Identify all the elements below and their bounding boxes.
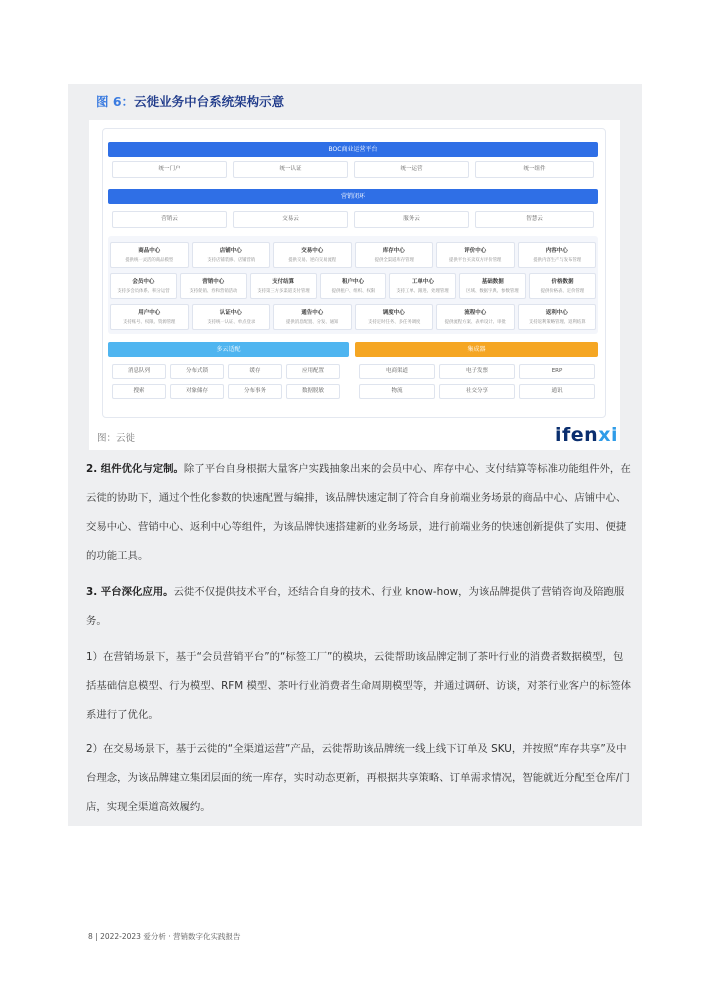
- top-row-cell: 统一认证: [233, 161, 348, 178]
- paragraph-component-optimization: [86, 455, 631, 571]
- center-card: [389, 273, 456, 299]
- page-footer: 8 | 2022-2023 爱分析 · 营销数字化实践报告: [88, 932, 241, 941]
- figure-caption: 图：云徙: [97, 433, 136, 444]
- center-desc: 支持账号、权限、资源管理: [123, 320, 176, 325]
- multi-cloud-cell: 消息队列: [112, 364, 166, 379]
- center-name: 认证中心: [219, 310, 242, 316]
- top-row-cell: 统一组件: [475, 161, 594, 178]
- integrator-cell: 电子发票: [439, 364, 515, 379]
- center-card: [110, 273, 177, 299]
- paragraph-platform-deepening: [86, 578, 631, 636]
- center-card: [250, 273, 317, 299]
- center-card: [518, 304, 597, 330]
- center-desc: 区域、数据字典、参数管理: [466, 289, 519, 294]
- center-card: [320, 273, 387, 299]
- center-name: 调度中心: [382, 310, 405, 316]
- center-name: 会员中心: [132, 279, 155, 285]
- center-name: 商品中心: [138, 248, 161, 254]
- center-name: 价格数据: [551, 279, 574, 285]
- center-card: [273, 304, 352, 330]
- multi-cloud-cell: 分布式锁: [170, 364, 224, 379]
- center-desc: 提供全渠道库存管理: [374, 258, 414, 263]
- center-card: [459, 273, 526, 299]
- center-desc: 支持多会员体系、积分运营: [117, 289, 170, 294]
- center-desc: 支持第三方多渠道支付管理: [256, 289, 310, 294]
- marketing-loop-bar: 营销闭环: [108, 189, 598, 204]
- center-desc: 提供交易、逆向交易流程: [288, 258, 337, 263]
- center-card: [518, 242, 597, 268]
- figure-title: [96, 92, 284, 110]
- center-name: 交易中心: [301, 248, 324, 254]
- paragraph-marketing-scenario: 1）在营销场景下，基于“会员营销平台”的“标签工厂”的模块，云徙帮助该品牌定制了茶叶行业的消费者数据模型，包括基础信息模型、行为模型、RFM 模型、茶叶行业消费者生命周期模型等，并通过调研、访谈，对茶行业客户的标签体系进行了优化。: [86, 651, 631, 721]
- center-name: 通告中心: [301, 310, 324, 316]
- paragraph-trade-scenario: 2）在交易场景下，基于云徙的“全渠道运营”产品，云徙帮助该品牌统一线上线下订单及 SKU，并按照“库存共享”及中台理念，为该品牌建立集团层面的统一库存，实时动态更新，再根据共享策略、订单需求情况，智能就近分配至仓库/门店，实现全渠道高效履约。: [86, 743, 630, 813]
- logo-suffix: xi: [598, 424, 618, 446]
- center-desc: 支持促销、券和营销活动: [189, 289, 238, 294]
- center-name: 营销中心: [202, 279, 225, 285]
- center-card: [192, 242, 271, 268]
- center-card: [529, 273, 596, 299]
- integrator-cell: 通讯: [519, 384, 595, 399]
- center-desc: 提供租户、组织、权限: [331, 289, 375, 294]
- center-card: [180, 273, 247, 299]
- center-card: [192, 304, 271, 330]
- multi-cloud-cell: 数据脱敏: [286, 384, 340, 399]
- center-name: 评价中心: [464, 248, 487, 254]
- center-card: [436, 304, 515, 330]
- top-row-cell: 统一门户: [112, 161, 227, 178]
- figure-title-text: 云徙业务中台系统架构示意: [134, 94, 285, 109]
- center-desc: 提供统一灵活的商品模型: [125, 258, 174, 263]
- center-name: 工单中心: [411, 279, 434, 285]
- center-desc: 支持工单、跟进、处理管理: [396, 289, 450, 294]
- center-name: 流程中心: [464, 310, 487, 316]
- center-desc: 支持店铺装修、店铺营销: [206, 258, 255, 263]
- multi-cloud-cell: 分布事务: [228, 384, 282, 399]
- multi-cloud-bar: 多云适配: [108, 342, 349, 357]
- cloud-cell: 智慧云: [475, 211, 594, 228]
- integrator-cell: 物流: [359, 384, 435, 399]
- center-card: [436, 242, 515, 268]
- center-name: 基础数据: [481, 279, 504, 285]
- boc-platform-bar: BOC商业运营平台: [108, 142, 598, 157]
- center-card: [355, 242, 434, 268]
- center-card: [355, 304, 434, 330]
- para-heading: 2. 组件优化与定制。: [86, 463, 184, 475]
- center-desc: 支持定时任务、多任务调度: [367, 320, 420, 325]
- center-name: 店铺中心: [219, 248, 242, 254]
- multi-cloud-cell: 应用配置: [286, 364, 340, 379]
- center-name: 租户中心: [341, 279, 364, 285]
- cloud-cell: 服务云: [354, 211, 469, 228]
- center-desc: 提供消息配置、分发、通知: [286, 320, 339, 325]
- center-desc: 提供内容生产与发布管理: [532, 258, 581, 263]
- center-card: [273, 242, 352, 268]
- integrator-bar: 集成器: [355, 342, 598, 357]
- para-text: 除了平台自身根据大量客户实践抽象出来的会员中心、库存中心、支付结算等标准功能组件外，在云徙的协助下，通过个性化参数的快速配置与编排，该品牌快速定制了符合自身前端业务场景的商品中心、店铺中心、交易中心、营销中心、返利中心等组件，为该品牌快速搭建新的业务场景，进行前端业务的快速创新提供了实用、便捷的功能工具。: [86, 463, 631, 562]
- center-desc: 支持统一认证、单点登录: [206, 320, 255, 325]
- center-name: 支付结算: [272, 279, 295, 285]
- para-text: 云徙不仅提供技术平台，还结合自身的技术、行业 know-how，为该品牌提供了营销咨询及陪跑服务。: [86, 586, 625, 627]
- center-desc: 提供价格表、定价管理: [540, 289, 585, 294]
- center-card: [110, 242, 189, 268]
- integrator-cell: 社交分享: [439, 384, 515, 399]
- integrator-cell: ERP: [519, 364, 595, 379]
- logo-prefix: ifen: [555, 424, 599, 446]
- para-heading: 3. 平台深化应用。: [86, 586, 174, 598]
- center-name: 库存中心: [382, 248, 405, 254]
- multi-cloud-cell: 缓存: [228, 364, 282, 379]
- center-name: 返利中心: [545, 310, 568, 316]
- cloud-cell: 交易云: [233, 211, 348, 228]
- center-desc: 支持返利策略管理、返利结算: [528, 320, 586, 325]
- center-card: [110, 304, 189, 330]
- center-desc: 提供流程方案、表单设计、审批: [444, 320, 506, 325]
- ifenxi-logo: [555, 424, 618, 446]
- center-name: 内容中心: [545, 248, 568, 254]
- figure-number: 图 6：: [96, 94, 135, 109]
- top-row-cell: 统一运营: [354, 161, 469, 178]
- multi-cloud-cell: 对象储存: [170, 384, 224, 399]
- multi-cloud-cell: 搜索: [112, 384, 166, 399]
- integrator-cell: 电商渠道: [359, 364, 435, 379]
- center-name: 用户中心: [138, 310, 161, 316]
- center-desc: 提供平台买卖双方评价管理: [449, 258, 502, 263]
- cloud-cell: 营销云: [112, 211, 227, 228]
